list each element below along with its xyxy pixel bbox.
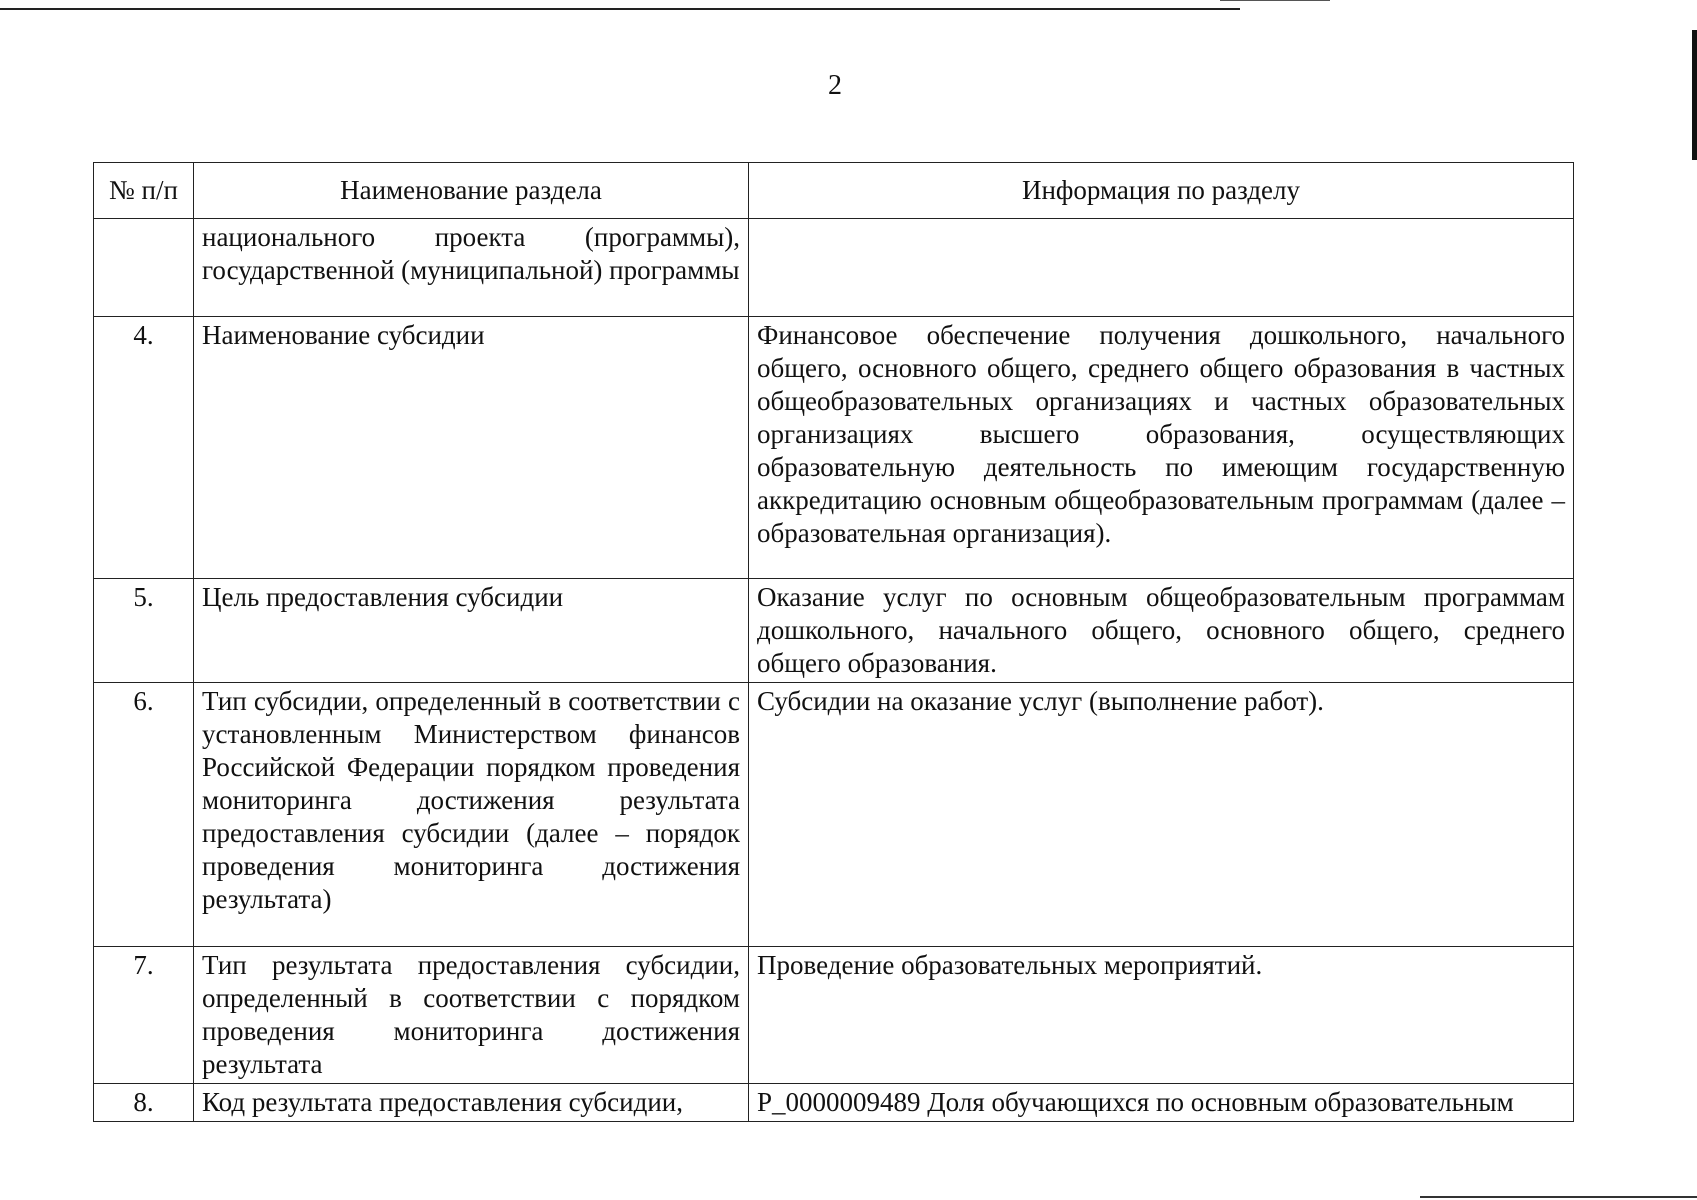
row-section-name: Тип субсидии, определенный в соответствии с установленным Министерством финансов Российской Федерации порядком проведения мониторинга достижения результата предоставления субсидии (далее – порядок проведения мониторинга достижения результата) <box>194 683 749 947</box>
header-section-info: Информация по разделу <box>749 163 1574 219</box>
row-section-name: национального проекта (программы), государственной (муниципальной) программы <box>194 219 749 317</box>
row-section-info: Оказание услуг по основным общеобразовательным программам дошкольного, начального общего, основного общего, среднего общего образования. <box>749 579 1574 683</box>
table-header-row <box>94 163 1574 219</box>
row-number: 4. <box>94 317 194 579</box>
row-section-name: Цель предоставления субсидии <box>194 579 749 683</box>
top-border-fragment <box>1220 0 1330 1</box>
table-row <box>94 947 1574 1084</box>
row-section-name: Наименование субсидии <box>194 317 749 579</box>
header-section-name: Наименование раздела <box>194 163 749 219</box>
row-section-info: Проведение образовательных мероприятий. <box>749 947 1574 1084</box>
table-row <box>94 219 1574 317</box>
row-number: 7. <box>94 947 194 1084</box>
top-border-line <box>0 8 1240 10</box>
row-section-name: Код результата предоставления субсидии, <box>194 1084 749 1122</box>
row-number: 8. <box>94 1084 194 1122</box>
table-row <box>94 317 1574 579</box>
page-number: 2 <box>828 70 842 101</box>
row-number: 6. <box>94 683 194 947</box>
bottom-border-line <box>1420 1196 1697 1198</box>
table-row <box>94 1084 1574 1122</box>
row-number <box>94 219 194 317</box>
scan-edge-mark <box>1692 30 1697 160</box>
row-section-info: P_0000009489 Доля обучающихся по основным образовательным <box>749 1084 1574 1122</box>
table-row <box>94 579 1574 683</box>
row-number: 5. <box>94 579 194 683</box>
row-section-info: Субсидии на оказание услуг (выполнение работ). <box>749 683 1574 947</box>
header-number: № п/п <box>94 163 194 219</box>
row-section-info <box>749 219 1574 317</box>
row-section-name: Тип результата предоставления субсидии, определенный в соответствии с порядком проведения мониторинга достижения результата <box>194 947 749 1084</box>
row-section-info: Финансовое обеспечение получения дошкольного, начального общего, основного общего, среднего общего образования в частных общеобразовательных организациях и частных образовательных организациях высшего образования, осуществляющих образовательную деятельность по имеющим государственную аккредитацию основным общеобразовательным программам (далее – образовательная организация). <box>749 317 1574 579</box>
table-row <box>94 683 1574 947</box>
info-table <box>93 162 1574 1122</box>
